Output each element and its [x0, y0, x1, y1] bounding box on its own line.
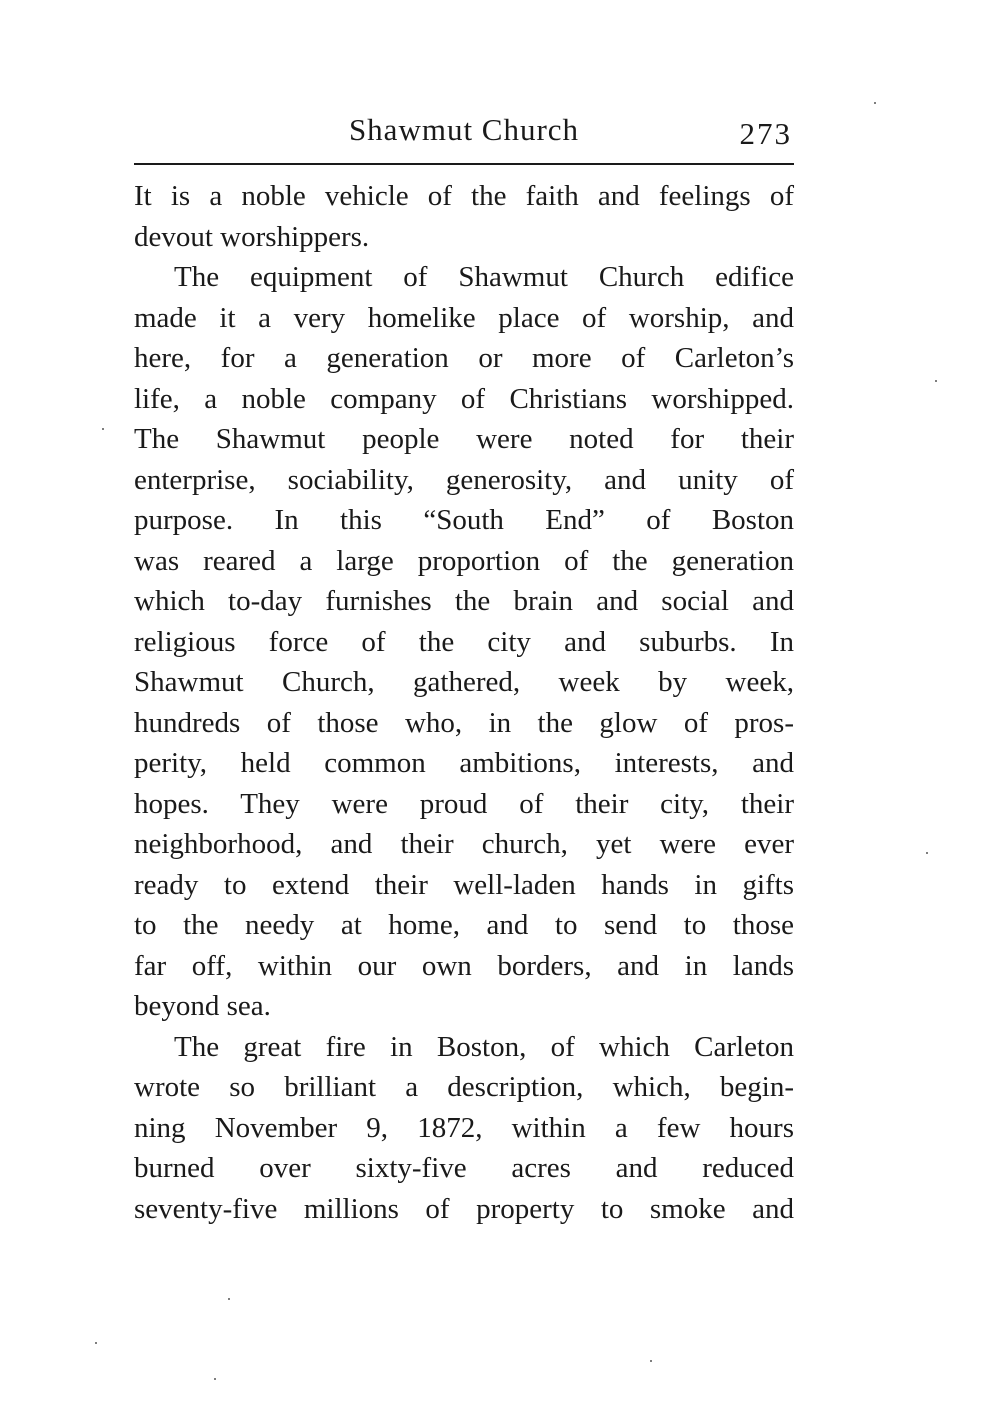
- text-line: neighborhood, and their church, yet were ever: [134, 828, 794, 860]
- text-line: seventy-five millions of property to smoke and: [134, 1192, 794, 1225]
- text-line: beyond sea.: [134, 990, 271, 1022]
- text-line: hopes. They were proud of their city, their: [134, 787, 794, 820]
- text-line: ning November 9, 1872, within a few hours: [134, 1111, 794, 1144]
- text-line: made it a very homelike place of worship, and: [134, 301, 794, 334]
- scan-speck: [874, 102, 876, 104]
- scan-speck: [214, 1378, 216, 1380]
- text-line: burned over sixty-five acres and reduced: [134, 1152, 794, 1184]
- text-line: religious force of the city and suburbs. In: [134, 625, 794, 658]
- page-number: 273: [739, 116, 792, 151]
- text-line: hundreds of those who, in the glow of pros-: [134, 706, 794, 739]
- page-header: [134, 108, 794, 158]
- paragraph: [134, 257, 794, 1027]
- text-line: was reared a large proportion of the generation: [134, 544, 794, 577]
- text-line: far off, within our own borders, and in lands: [134, 949, 794, 982]
- running-title: Shawmut Church: [348, 112, 580, 147]
- text-line: wrote so brilliant a description, which, begin-: [134, 1071, 794, 1103]
- text-line: to the needy at home, and to send to those: [134, 909, 794, 941]
- text-line: ready to extend their well-laden hands in gifts: [134, 868, 794, 901]
- paragraph: [134, 176, 794, 257]
- text-line: enterprise, sociability, generosity, and unity of: [134, 463, 794, 496]
- body-text: [134, 176, 794, 1229]
- scan-speck: [228, 1298, 230, 1300]
- paragraph: [134, 1027, 794, 1230]
- text-line: The Shawmut people were noted for their: [134, 423, 794, 455]
- text-line: The equipment of Shawmut Church edifice: [174, 261, 794, 293]
- text-line: here, for a generation or more of Carleton’s: [134, 342, 794, 374]
- scan-speck: [926, 852, 928, 854]
- header-rule: [134, 163, 794, 165]
- scan-speck: [650, 1360, 652, 1362]
- text-line: It is a noble vehicle of the faith and feelings of: [134, 180, 794, 212]
- scan-speck: [935, 380, 937, 382]
- text-line: devout worshippers.: [134, 220, 370, 253]
- text-line: Shawmut Church, gathered, week by week,: [134, 666, 794, 698]
- text-line: purpose. In this “South End” of Boston: [134, 504, 794, 536]
- scan-speck: [102, 428, 104, 430]
- text-line: life, a noble company of Christians worshipped.: [134, 382, 794, 415]
- text-line: The great fire in Boston, of which Carleton: [174, 1030, 794, 1063]
- text-line: which to-day furnishes the brain and social and: [134, 585, 794, 617]
- scan-speck: [95, 1342, 97, 1344]
- text-line: perity, held common ambitions, interests, and: [134, 747, 794, 779]
